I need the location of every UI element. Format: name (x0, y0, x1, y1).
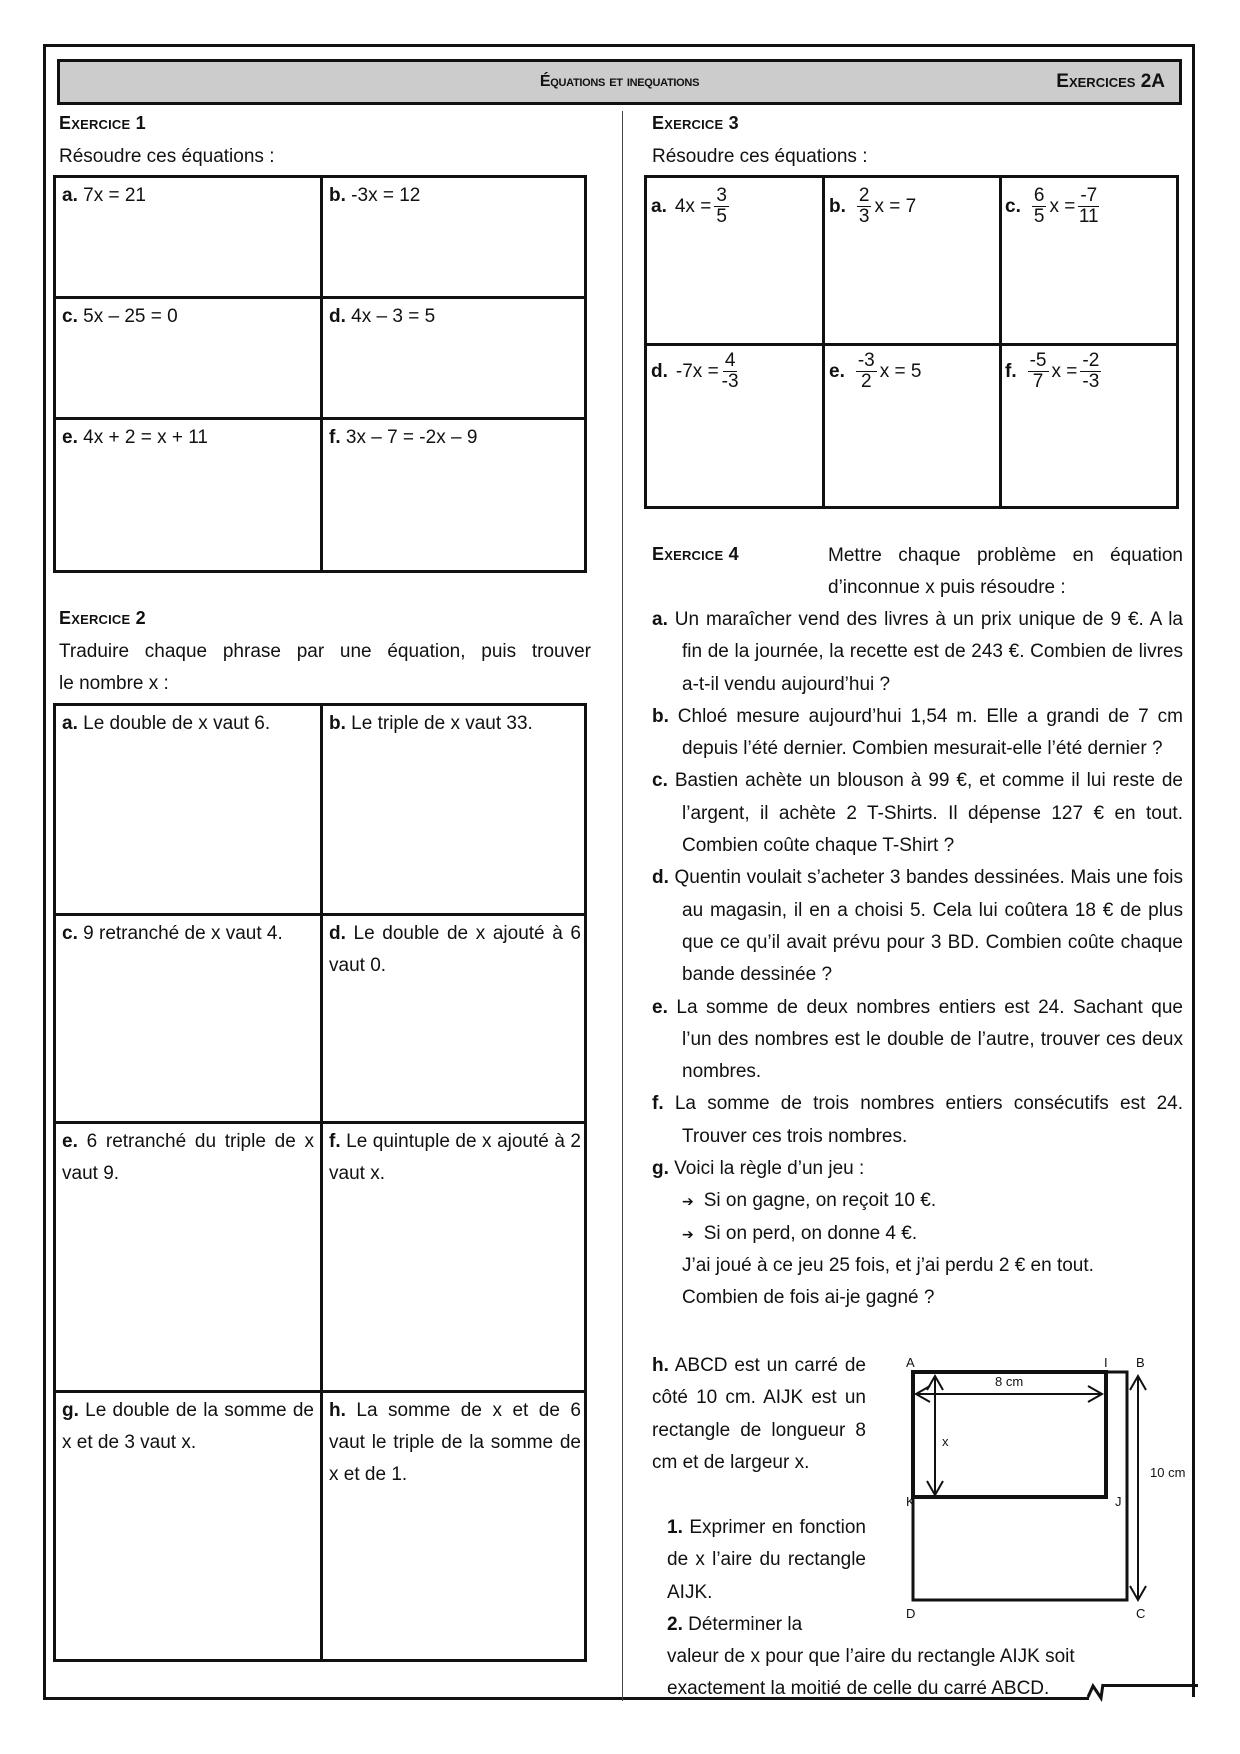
fraction: $\frac{-3}{2}$ (857, 350, 875, 392)
exercise1-item-d: d. 4x – 3 = 5 (329, 306, 436, 327)
point-label-k: K (906, 1494, 915, 1509)
fraction: $\frac{3}{5}$ (716, 185, 727, 227)
exercise2-item-d: d. Le double de x ajouté à 6 vaut 0. (329, 923, 581, 976)
exercise2-item-c: c. 9 retranché de x vaut 4. (62, 923, 283, 944)
side-label: 10 cm (1150, 1465, 1186, 1480)
point-label-j: J (1115, 1494, 1122, 1509)
point-label-d: D (906, 1606, 916, 1621)
exercise4-item-h-q1: 1. Exprimer en fonction de x l’aire du rectangle AIJK. (667, 1517, 866, 1603)
exercise2-item-g: g. Le double de la somme de x et de 3 vaut x. (62, 1400, 314, 1453)
game-statement: J’ai joué à ce jeu 25 fois, et j’ai perdu 2 € en tout. (682, 1254, 1094, 1276)
exercise3-item-e: e. $\frac{-3}{2}$ x = 5 (829, 350, 922, 392)
page-frame-bottom-right (1103, 1684, 1198, 1687)
exercise2-item-h: h. La somme de x et de 6 vaut le triple de la somme de x et de 1. (329, 1400, 581, 1485)
exercise1-item-a: a. 7x = 21 (62, 185, 146, 206)
sheet-reference: Exercices 2A (1056, 71, 1165, 92)
column-divider (622, 111, 623, 1701)
exercise2-item-e: e. 6 retranché du triple de x vaut 9. (62, 1131, 314, 1184)
exercise1-item-c: c. 5x – 25 = 0 (62, 306, 178, 327)
square-abcd (913, 1372, 1127, 1600)
side-arrow (1130, 1376, 1146, 1600)
point-label-a: A (906, 1355, 915, 1370)
exercise4-instruction: Mettre chaque problème en équation d’inconnue x puis résoudre : (828, 545, 1183, 599)
exercise4-item-h-q2-line1: 2. Déterminer la (667, 1614, 803, 1635)
fraction: $\frac{-7}{11}$ (1078, 185, 1099, 227)
exercise2-item-a: a. Le double de x vaut 6. (62, 713, 271, 734)
exercise2-item-b: b. Le triple de x vaut 33. (329, 713, 533, 734)
exercise4-item-e: e. La somme de deux nombres entiers est 24. Sachant que l’un des nombres est le double de l’autre, trouver ces deux nombres. (652, 996, 1183, 1083)
game-question: Combien de fois ai-je gagné ? (682, 1287, 935, 1309)
point-label-b: B (1136, 1355, 1145, 1370)
exercise1-title: Exercice 1 (59, 113, 146, 133)
exercise3-title: Exercice 3 (652, 113, 739, 133)
header-banner (57, 59, 1182, 105)
fraction: $\frac{6}{5}$ (1033, 185, 1045, 227)
exercise2-item-f: f. Le quintuple de x ajouté à 2 vaut x. (329, 1131, 581, 1184)
arrow-right-icon: ➔ (682, 1193, 694, 1210)
fraction: $\frac{4}{-3}$ (721, 350, 739, 392)
exercise1-item-f: f. 3x – 7 = -2x – 9 (329, 427, 478, 448)
exercise4-item-h-q2-line2: valeur de x pour que l’aire du rectangle AIJK soit (667, 1646, 1075, 1667)
point-label-c: C (1136, 1606, 1146, 1621)
exercise2-title: Exercice 2 (59, 608, 146, 628)
exercise2-grid (53, 703, 587, 1662)
point-label-i: I (1104, 1355, 1108, 1370)
exercise4-list (652, 604, 1183, 1315)
exercise4-item-a: a. Un maraîcher vend des livres à un prix unique de 9 €. A la fin de la journée, la recette est de 243 €. Combien de livres a-t-il vendu aujourd’hui ? (652, 609, 1183, 695)
exercise4-item-f: f. La somme de trois nombres entiers consécutifs est 24. Trouver ces trois nombres. (652, 1093, 1184, 1147)
width-label: x (942, 1434, 949, 1449)
exercise3-item-a: a. 4x = $\frac{3}{5}$ (651, 185, 727, 227)
exercise4-item-g: g. Voici la règle d’un jeu : ➔ Si on gagne, on reçoit 10 €. ➔ Si on perd, on donne 4 €. J’ai joué à ce jeu 25 fois, et j’ai perdu 2 € en tout. Combien de fois ai-je gagné ? (652, 1153, 1183, 1314)
exercise3-item-d: d. -7x = $\frac{4}{-3}$ (651, 350, 739, 392)
exercise3-item-c: c. $\frac{6}{5}$ x = $\frac{-7}{11}$ (1005, 185, 1099, 227)
exercise3-item-f: f. $\frac{-5}{7}$ x = $\frac{-2}{-3}$ (1005, 350, 1100, 392)
fraction: $\frac{-2}{-3}$ (1082, 350, 1100, 392)
game-rule-lose: ➔ Si on perd, on donne 4 €. (682, 1222, 918, 1244)
exercise4-item-c: c. Bastien achète un blouson à 99 €, et comme il lui reste de l’argent, il achète 2 T-Shirts. Il dépense 127 € en tout. Combien coûte chaque T-Shirt ? (652, 770, 1183, 857)
exercise3-instruction: Résoudre ces équations : (652, 146, 868, 167)
arrow-right-icon: ➔ (682, 1225, 694, 1242)
square-diagram (880, 1345, 1210, 1625)
exercise1-item-b: b. -3x = 12 (329, 185, 421, 206)
exercise4-item-h: h. ABCD est un carré de côté 10 cm. AIJK est un rectangle de longueur 8 cm et de largeur x. (652, 1355, 866, 1473)
game-rule-win: ➔ Si on gagne, on reçoit 10 €. (682, 1190, 937, 1212)
exercise1-item-e: e. 4x + 2 = x + 11 (62, 427, 208, 448)
page-title: Équations et inequations (539, 73, 700, 90)
exercise2-instruction-line1: Traduire chaque phrase par une équation, puis trouver (59, 641, 591, 662)
exercise2-instruction-line2: le nombre x : (59, 673, 169, 694)
exercise1-instruction: Résoudre ces équations : (59, 146, 275, 167)
fraction: $\frac{-5}{7}$ (1029, 350, 1047, 392)
fraction: $\frac{2}{3}$ (858, 185, 870, 227)
exercise1-grid (53, 175, 587, 573)
page-frame-notch (1085, 1680, 1109, 1702)
exercise4-title: Exercice 4 (652, 544, 739, 564)
length-label: 8 cm (995, 1374, 1024, 1389)
exercise4-item-d: d. Quentin voulait s’acheter 3 bandes dessinées. Mais une fois au magasin, il en a choisi 5. Cela lui coûtera 18 € de plus que ce qu’il avait prévu pour 3 BD. Combien coûte chaque bande dessinée ? (652, 867, 1183, 986)
exercise3-item-b: b. $\frac{2}{3}$ x = 7 (829, 185, 917, 227)
exercise4-item-b: b. Chloé mesure aujourd’hui 1,54 m. Elle a grandi de 7 cm depuis l’été dernier. Combien mesurait-elle l’été dernier ? (652, 705, 1183, 760)
exercise4-item-h-q2-line3: exactement la moitié de celle du carré ABCD. (667, 1678, 1050, 1699)
